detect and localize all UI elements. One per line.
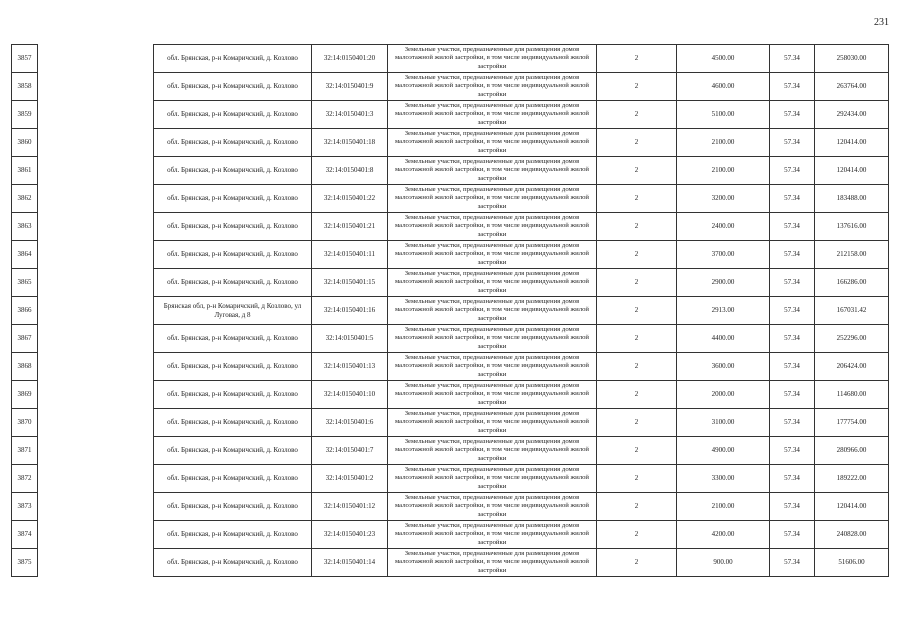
land-use-cell: Земельные участки, предназначенные для размещения домов малоэтажной жилой застройки, в том числе индивидуальной жилой застройки <box>388 213 597 241</box>
cadastral-number-cell: 32:14:0150401:9 <box>312 73 388 101</box>
cadastral-value-cell: 292434.00 <box>815 101 889 129</box>
address-cell: обл. Брянская, р-н Комаричский, д. Козлово <box>154 101 312 129</box>
cadastral-number-cell: 32:14:0150401:14 <box>312 549 388 577</box>
cadastral-number-cell: 32:14:0150401:7 <box>312 437 388 465</box>
area-cell: 2913.00 <box>677 297 770 325</box>
empty-cell <box>38 325 154 353</box>
row-number-cell: 3872 <box>12 465 38 493</box>
area-cell: 3100.00 <box>677 409 770 437</box>
address-cell: обл. Брянская, р-н Комаричский, д. Козлово <box>154 381 312 409</box>
category-cell: 2 <box>597 437 677 465</box>
area-cell: 3600.00 <box>677 353 770 381</box>
address-cell: обл. Брянская, р-н Комаричский, д. Козлово <box>154 521 312 549</box>
cadastral-value-cell: 212158.00 <box>815 241 889 269</box>
category-cell: 2 <box>597 549 677 577</box>
address-cell: обл. Брянская, р-н Комаричский, д. Козлово <box>154 549 312 577</box>
empty-cell <box>38 185 154 213</box>
land-use-cell: Земельные участки, предназначенные для размещения домов малоэтажной жилой застройки, в том числе индивидуальной жилой застройки <box>388 241 597 269</box>
category-cell: 2 <box>597 297 677 325</box>
row-number-cell: 3859 <box>12 101 38 129</box>
cadastral-number-cell: 32:14:0150401:21 <box>312 213 388 241</box>
address-cell: обл. Брянская, р-н Комаричский, д. Козлово <box>154 129 312 157</box>
empty-cell <box>38 297 154 325</box>
rate-cell: 57.34 <box>770 269 815 297</box>
rate-cell: 57.34 <box>770 353 815 381</box>
rate-cell: 57.34 <box>770 325 815 353</box>
empty-cell <box>38 437 154 465</box>
table-row <box>12 381 889 409</box>
land-use-cell: Земельные участки, предназначенные для размещения домов малоэтажной жилой застройки, в том числе индивидуальной жилой застройки <box>388 101 597 129</box>
empty-cell <box>38 213 154 241</box>
cadastral-value-cell: 263764.00 <box>815 73 889 101</box>
area-cell: 3300.00 <box>677 465 770 493</box>
land-use-cell: Земельные участки, предназначенные для размещения домов малоэтажной жилой застройки, в том числе индивидуальной жилой застройки <box>388 325 597 353</box>
area-cell: 3700.00 <box>677 241 770 269</box>
empty-cell <box>38 381 154 409</box>
row-number-cell: 3875 <box>12 549 38 577</box>
rate-cell: 57.34 <box>770 157 815 185</box>
row-number-cell: 3865 <box>12 269 38 297</box>
cadastral-value-table <box>11 44 889 577</box>
empty-cell <box>38 521 154 549</box>
area-cell: 2000.00 <box>677 381 770 409</box>
area-cell: 3200.00 <box>677 185 770 213</box>
table-row <box>12 241 889 269</box>
empty-cell <box>38 465 154 493</box>
cadastral-number-cell: 32:14:0150401:13 <box>312 353 388 381</box>
row-number-cell: 3862 <box>12 185 38 213</box>
row-number-cell: 3874 <box>12 521 38 549</box>
empty-cell <box>38 73 154 101</box>
rate-cell: 57.34 <box>770 241 815 269</box>
area-cell: 4500.00 <box>677 45 770 73</box>
rate-cell: 57.34 <box>770 409 815 437</box>
cadastral-number-cell: 32:14:0150401:15 <box>312 269 388 297</box>
cadastral-value-cell: 120414.00 <box>815 157 889 185</box>
area-cell: 4600.00 <box>677 73 770 101</box>
area-cell: 4200.00 <box>677 521 770 549</box>
cadastral-number-cell: 32:14:0150401:23 <box>312 521 388 549</box>
land-use-cell: Земельные участки, предназначенные для размещения домов малоэтажной жилой застройки, в том числе индивидуальной жилой застройки <box>388 521 597 549</box>
category-cell: 2 <box>597 213 677 241</box>
category-cell: 2 <box>597 493 677 521</box>
row-number-cell: 3858 <box>12 73 38 101</box>
category-cell: 2 <box>597 45 677 73</box>
rate-cell: 57.34 <box>770 129 815 157</box>
table-row <box>12 45 889 73</box>
row-number-cell: 3864 <box>12 241 38 269</box>
cadastral-number-cell: 32:14:0150401:10 <box>312 381 388 409</box>
category-cell: 2 <box>597 269 677 297</box>
category-cell: 2 <box>597 353 677 381</box>
address-cell: обл. Брянская, р-н Комаричский, д. Козлово <box>154 241 312 269</box>
cadastral-number-cell: 32:14:0150401:20 <box>312 45 388 73</box>
rate-cell: 57.34 <box>770 521 815 549</box>
land-use-cell: Земельные участки, предназначенные для размещения домов малоэтажной жилой застройки, в том числе индивидуальной жилой застройки <box>388 73 597 101</box>
empty-cell <box>38 549 154 577</box>
empty-cell <box>38 241 154 269</box>
cadastral-value-cell: 51606.00 <box>815 549 889 577</box>
category-cell: 2 <box>597 465 677 493</box>
category-cell: 2 <box>597 185 677 213</box>
category-cell: 2 <box>597 129 677 157</box>
table-row <box>12 213 889 241</box>
cadastral-number-cell: 32:14:0150401:6 <box>312 409 388 437</box>
address-cell: обл. Брянская, р-н Комаричский, д. Козлово <box>154 465 312 493</box>
table-body <box>12 45 889 577</box>
area-cell: 900.00 <box>677 549 770 577</box>
area-cell: 4900.00 <box>677 437 770 465</box>
category-cell: 2 <box>597 241 677 269</box>
address-cell: обл. Брянская, р-н Комаричский, д. Козлово <box>154 45 312 73</box>
row-number-cell: 3867 <box>12 325 38 353</box>
cadastral-number-cell: 32:14:0150401:5 <box>312 325 388 353</box>
address-cell: обл. Брянская, р-н Комаричский, д. Козлово <box>154 353 312 381</box>
cadastral-value-cell: 183488.00 <box>815 185 889 213</box>
empty-cell <box>38 101 154 129</box>
empty-cell <box>38 269 154 297</box>
cadastral-value-cell: 252296.00 <box>815 325 889 353</box>
empty-cell <box>38 493 154 521</box>
cadastral-value-cell: 167031.42 <box>815 297 889 325</box>
table-row <box>12 297 889 325</box>
land-use-cell: Земельные участки, предназначенные для размещения домов малоэтажной жилой застройки, в том числе индивидуальной жилой застройки <box>388 353 597 381</box>
row-number-cell: 3860 <box>12 129 38 157</box>
area-cell: 2100.00 <box>677 157 770 185</box>
table-row <box>12 129 889 157</box>
area-cell: 5100.00 <box>677 101 770 129</box>
table-row <box>12 353 889 381</box>
cadastral-number-cell: 32:14:0150401:22 <box>312 185 388 213</box>
cadastral-value-cell: 137616.00 <box>815 213 889 241</box>
land-use-cell: Земельные участки, предназначенные для размещения домов малоэтажной жилой застройки, в том числе индивидуальной жилой застройки <box>388 493 597 521</box>
rate-cell: 57.34 <box>770 465 815 493</box>
cadastral-value-cell: 240828.00 <box>815 521 889 549</box>
address-cell: обл. Брянская, р-н Комаричский, д. Козлово <box>154 213 312 241</box>
address-cell: обл. Брянская, р-н Комаричский, д. Козлово <box>154 73 312 101</box>
empty-cell <box>38 409 154 437</box>
table-row <box>12 101 889 129</box>
category-cell: 2 <box>597 521 677 549</box>
empty-cell <box>38 129 154 157</box>
table-row <box>12 437 889 465</box>
address-cell: обл. Брянская, р-н Комаричский, д. Козлово <box>154 157 312 185</box>
cadastral-number-cell: 32:14:0150401:12 <box>312 493 388 521</box>
address-cell: обл. Брянская, р-н Комаричский, д. Козлово <box>154 409 312 437</box>
address-cell: Брянская обл, р-н Комаричский, д Козлово, ул Луговая, д 8 <box>154 297 312 325</box>
row-number-cell: 3868 <box>12 353 38 381</box>
land-use-cell: Земельные участки, предназначенные для размещения домов малоэтажной жилой застройки, в том числе индивидуальной жилой застройки <box>388 465 597 493</box>
land-use-cell: Земельные участки, предназначенные для размещения домов малоэтажной жилой застройки, в том числе индивидуальной жилой застройки <box>388 45 597 73</box>
area-cell: 4400.00 <box>677 325 770 353</box>
row-number-cell: 3870 <box>12 409 38 437</box>
area-cell: 2400.00 <box>677 213 770 241</box>
rate-cell: 57.34 <box>770 549 815 577</box>
table-row <box>12 185 889 213</box>
table-row <box>12 465 889 493</box>
table-row <box>12 73 889 101</box>
land-use-cell: Земельные участки, предназначенные для размещения домов малоэтажной жилой застройки, в том числе индивидуальной жилой застройки <box>388 269 597 297</box>
rate-cell: 57.34 <box>770 213 815 241</box>
rate-cell: 57.34 <box>770 101 815 129</box>
land-use-cell: Земельные участки, предназначенные для размещения домов малоэтажной жилой застройки, в том числе индивидуальной жилой застройки <box>388 185 597 213</box>
address-cell: обл. Брянская, р-н Комаричский, д. Козлово <box>154 325 312 353</box>
table-row <box>12 521 889 549</box>
cadastral-number-cell: 32:14:0150401:2 <box>312 465 388 493</box>
area-cell: 2900.00 <box>677 269 770 297</box>
category-cell: 2 <box>597 381 677 409</box>
cadastral-value-cell: 120414.00 <box>815 493 889 521</box>
row-number-cell: 3873 <box>12 493 38 521</box>
table-row <box>12 493 889 521</box>
row-number-cell: 3869 <box>12 381 38 409</box>
row-number-cell: 3863 <box>12 213 38 241</box>
cadastral-number-cell: 32:14:0150401:18 <box>312 129 388 157</box>
table-row <box>12 409 889 437</box>
row-number-cell: 3866 <box>12 297 38 325</box>
land-use-cell: Земельные участки, предназначенные для размещения домов малоэтажной жилой застройки, в том числе индивидуальной жилой застройки <box>388 297 597 325</box>
empty-cell <box>38 353 154 381</box>
page-number: 231 <box>874 17 889 28</box>
rate-cell: 57.34 <box>770 493 815 521</box>
empty-cell <box>38 157 154 185</box>
land-use-cell: Земельные участки, предназначенные для размещения домов малоэтажной жилой застройки, в том числе индивидуальной жилой застройки <box>388 549 597 577</box>
cadastral-value-cell: 206424.00 <box>815 353 889 381</box>
address-cell: обл. Брянская, р-н Комаричский, д. Козлово <box>154 269 312 297</box>
address-cell: обл. Брянская, р-н Комаричский, д. Козлово <box>154 185 312 213</box>
cadastral-value-cell: 120414.00 <box>815 129 889 157</box>
area-cell: 2100.00 <box>677 129 770 157</box>
cadastral-number-cell: 32:14:0150401:11 <box>312 241 388 269</box>
cadastral-number-cell: 32:14:0150401:3 <box>312 101 388 129</box>
table-row <box>12 269 889 297</box>
row-number-cell: 3857 <box>12 45 38 73</box>
rate-cell: 57.34 <box>770 185 815 213</box>
rate-cell: 57.34 <box>770 381 815 409</box>
table-row <box>12 549 889 577</box>
table-row <box>12 325 889 353</box>
category-cell: 2 <box>597 409 677 437</box>
rate-cell: 57.34 <box>770 45 815 73</box>
cadastral-value-cell: 166286.00 <box>815 269 889 297</box>
land-use-cell: Земельные участки, предназначенные для размещения домов малоэтажной жилой застройки, в том числе индивидуальной жилой застройки <box>388 381 597 409</box>
cadastral-value-cell: 114680.00 <box>815 381 889 409</box>
row-number-cell: 3871 <box>12 437 38 465</box>
category-cell: 2 <box>597 101 677 129</box>
cadastral-number-cell: 32:14:0150401:16 <box>312 297 388 325</box>
rate-cell: 57.34 <box>770 437 815 465</box>
row-number-cell: 3861 <box>12 157 38 185</box>
land-use-cell: Земельные участки, предназначенные для размещения домов малоэтажной жилой застройки, в том числе индивидуальной жилой застройки <box>388 409 597 437</box>
land-use-cell: Земельные участки, предназначенные для размещения домов малоэтажной жилой застройки, в том числе индивидуальной жилой застройки <box>388 157 597 185</box>
category-cell: 2 <box>597 325 677 353</box>
empty-cell <box>38 45 154 73</box>
cadastral-number-cell: 32:14:0150401:8 <box>312 157 388 185</box>
cadastral-value-cell: 258030.00 <box>815 45 889 73</box>
cadastral-value-cell: 280966.00 <box>815 437 889 465</box>
address-cell: обл. Брянская, р-н Комаричский, д. Козлово <box>154 493 312 521</box>
cadastral-value-cell: 189222.00 <box>815 465 889 493</box>
category-cell: 2 <box>597 73 677 101</box>
category-cell: 2 <box>597 157 677 185</box>
address-cell: обл. Брянская, р-н Комаричский, д. Козлово <box>154 437 312 465</box>
cadastral-value-cell: 177754.00 <box>815 409 889 437</box>
land-use-cell: Земельные участки, предназначенные для размещения домов малоэтажной жилой застройки, в том числе индивидуальной жилой застройки <box>388 129 597 157</box>
table-row <box>12 157 889 185</box>
rate-cell: 57.34 <box>770 73 815 101</box>
land-use-cell: Земельные участки, предназначенные для размещения домов малоэтажной жилой застройки, в том числе индивидуальной жилой застройки <box>388 437 597 465</box>
rate-cell: 57.34 <box>770 297 815 325</box>
area-cell: 2100.00 <box>677 493 770 521</box>
